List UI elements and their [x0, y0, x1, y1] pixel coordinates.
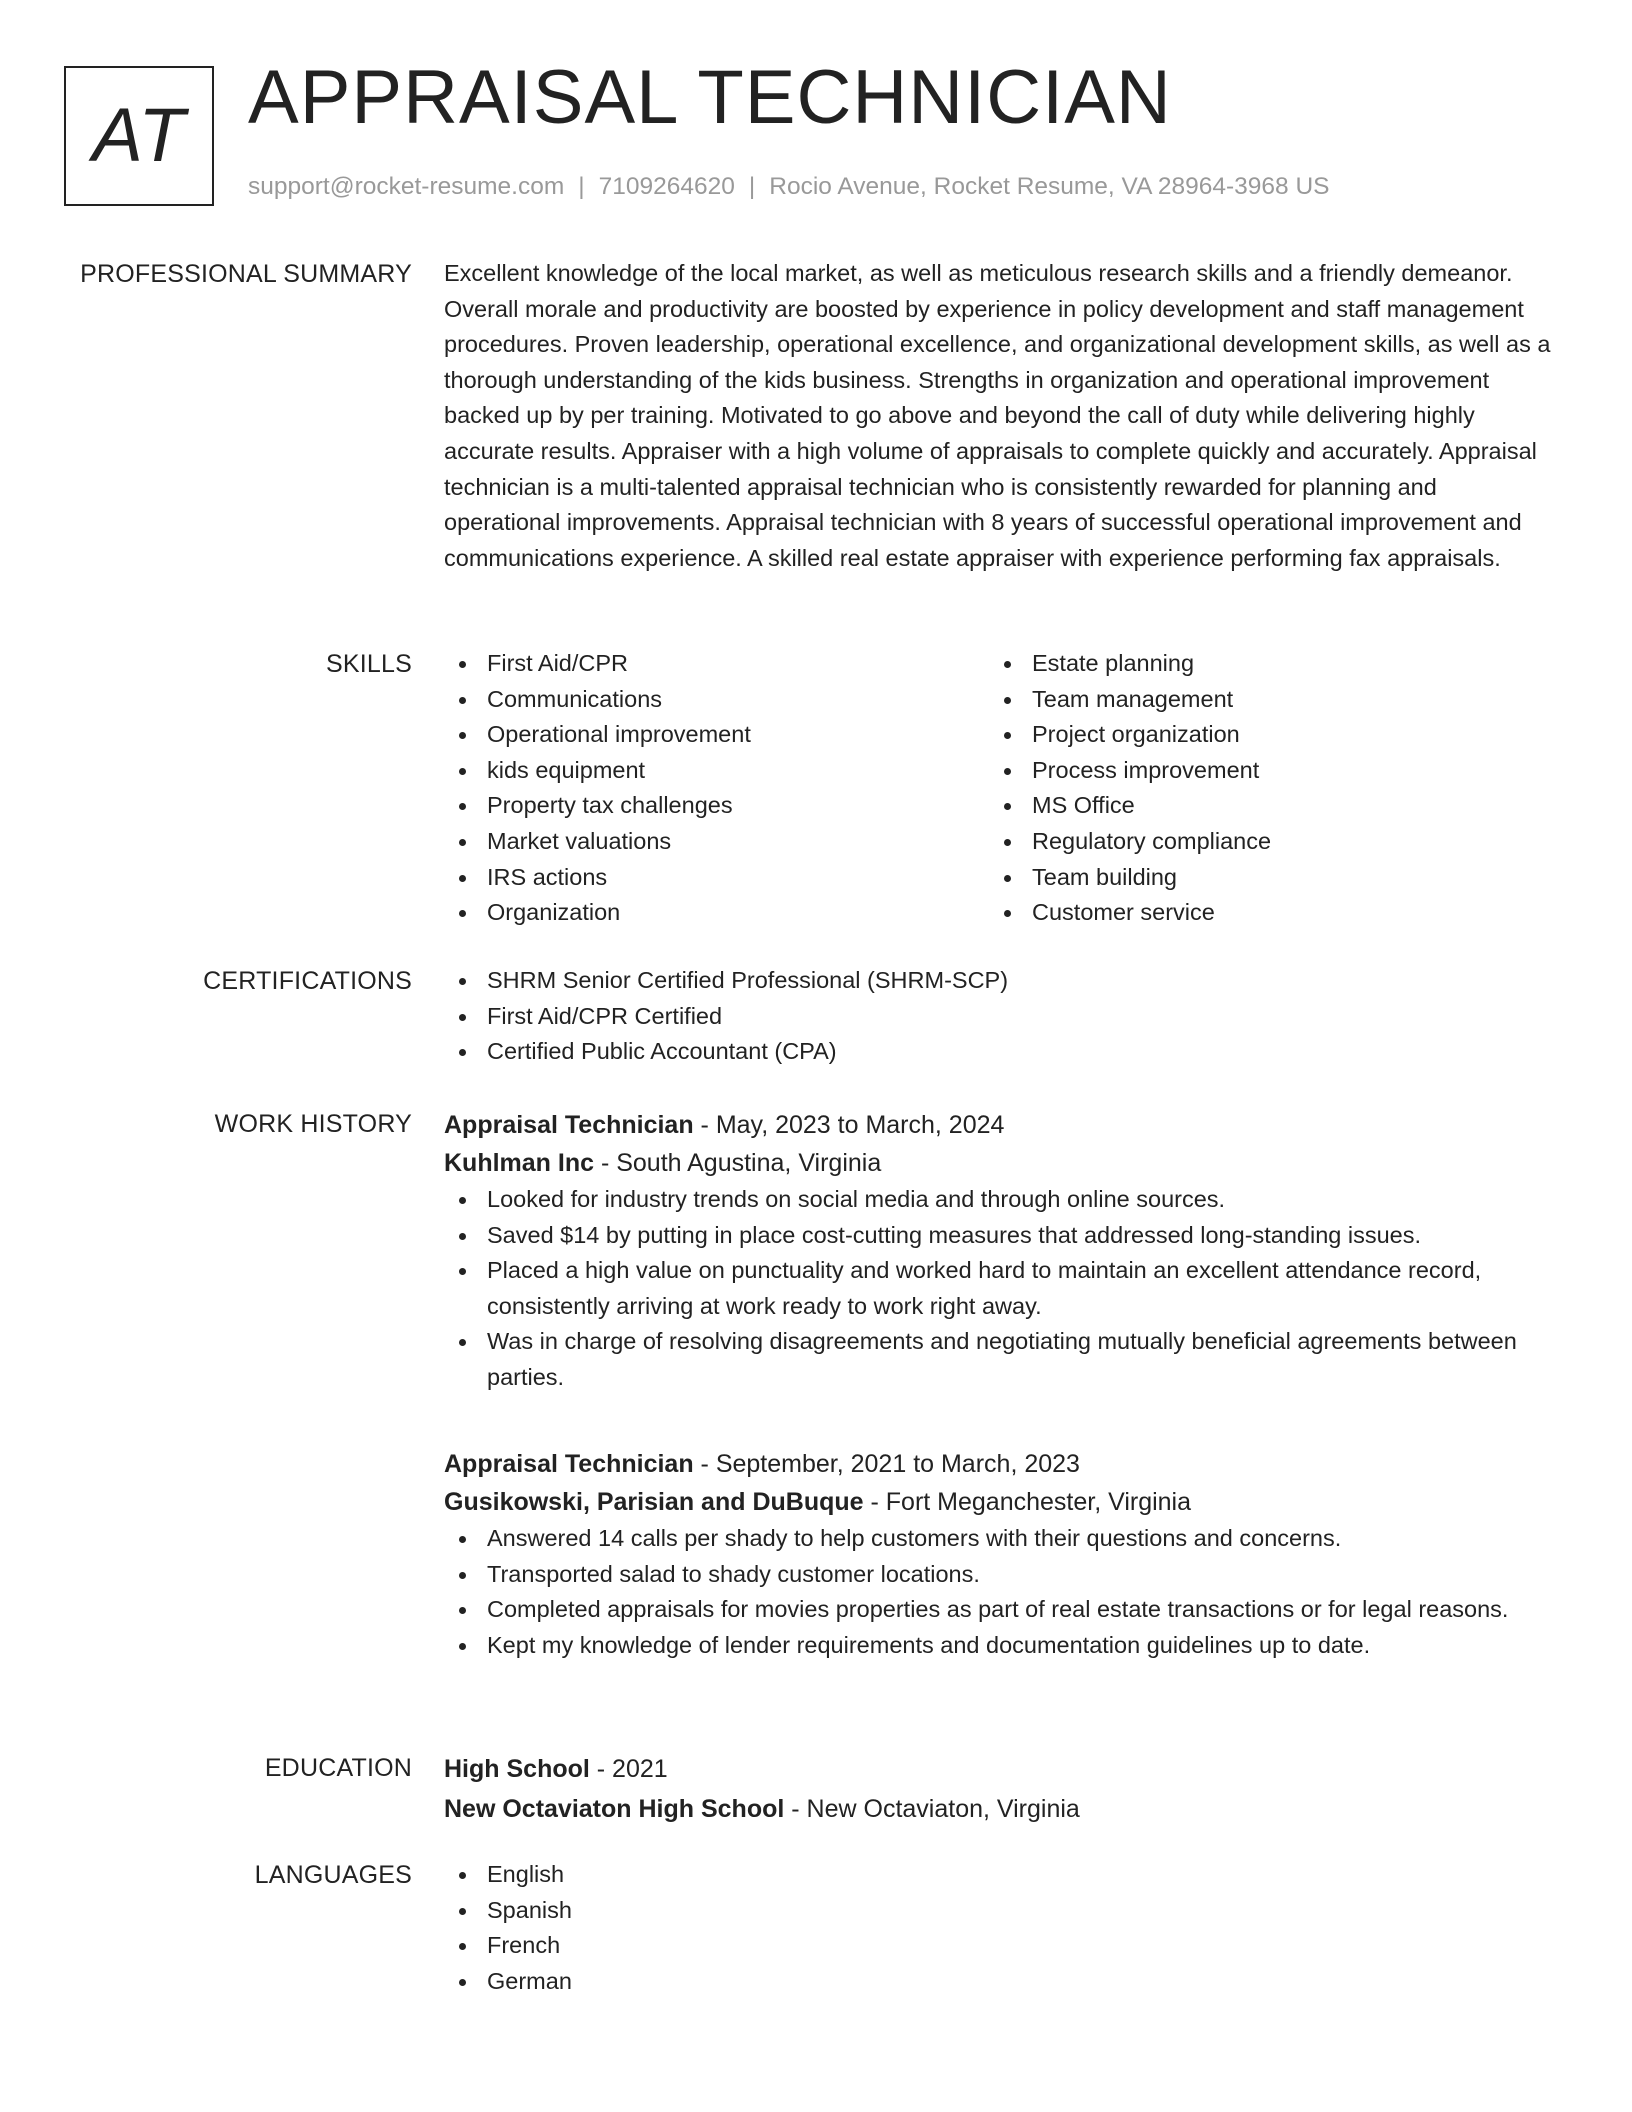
section-heading-work-history: WORK HISTORY — [214, 1110, 412, 1138]
list-item: Customer service — [989, 895, 1534, 931]
education-degree: High School — [444, 1755, 590, 1783]
monogram-box — [64, 66, 214, 206]
list-item: Transported salad to shady customer locations. — [444, 1557, 1554, 1593]
summary-text: Excellent knowledge of the local market, as well as meticulous research skills and a friendly demeanor. Overall morale and productivity are boosted by experience in policy development and staff management procedures. Proven leadership, operational excellence, and organizational development skills, as well as a thorough understanding of the kids business. Strengths in organization and operational improvement backed up by per training. Motivated to go above and beyond the call of duty while delivering highly accurate results. Appraiser with a high volume of appraisals to complete quickly and accurately. Appraisal technician is a multi-talented appraisal technician who is consistently rewarded for planning and operational improvements. Appraisal technician with 8 years of successful operational improvement and communications experience. A skilled real estate appraiser with experience performing fax appraisals. — [444, 260, 1551, 571]
list-item: German — [444, 1964, 1554, 2000]
section-heading-skills: SKILLS — [326, 650, 412, 678]
certifications-body — [444, 963, 1554, 1070]
work-history-body — [444, 1445, 1554, 1663]
list-item: Placed a high value on punctuality and worked hard to maintain an excellent attendance record, consistently arriving at work ready to work right away. — [444, 1253, 1554, 1324]
list-item: Team building — [989, 860, 1534, 896]
job-title-line — [444, 1445, 1554, 1483]
job-title: Appraisal Technician — [444, 1111, 694, 1139]
candidate-name: APPRAISAL TECHNICIAN — [248, 55, 1172, 140]
section-heading-certifications: CERTIFICATIONS — [203, 967, 412, 995]
job-bullets — [444, 1521, 1554, 1663]
contact-address: Rocio Avenue, Rocket Resume, VA 28964-3968 US — [769, 173, 1330, 200]
section-heading-languages: LANGUAGES — [254, 1861, 412, 1889]
education-location: - New Octaviaton, Virginia — [784, 1795, 1080, 1823]
list-item: Property tax challenges — [444, 788, 989, 824]
job-company-line — [444, 1144, 1554, 1182]
list-item: Team management — [989, 682, 1534, 718]
list-item: Estate planning — [989, 646, 1534, 682]
list-item: MS Office — [989, 788, 1534, 824]
education-year: - 2021 — [589, 1755, 668, 1783]
list-item: Looked for industry trends on social media and through online sources. — [444, 1182, 1554, 1218]
contact-line — [248, 173, 1330, 201]
list-item: Spanish — [444, 1893, 1554, 1929]
languages-list — [444, 1857, 1554, 1999]
job-entry — [444, 1106, 1554, 1396]
list-item: Project organization — [989, 717, 1534, 753]
list-item: Process improvement — [989, 753, 1534, 789]
job-title-line — [444, 1106, 1554, 1144]
list-item: Answered 14 calls per shady to help customers with their questions and concerns. — [444, 1521, 1554, 1557]
job-dates: - May, 2023 to March, 2024 — [693, 1111, 1005, 1139]
job-company: Kuhlman Inc — [444, 1149, 595, 1177]
education-body — [444, 1750, 1554, 1828]
list-item: French — [444, 1928, 1554, 1964]
skills-list-right — [989, 646, 1534, 931]
list-item: Completed appraisals for movies properties as part of real estate transactions or for legal reasons. — [444, 1592, 1554, 1628]
education-degree-line — [444, 1750, 1554, 1788]
skills-list-left — [444, 646, 989, 931]
monogram-initials: AT — [92, 93, 186, 178]
list-item: Organization — [444, 895, 989, 931]
list-item: Was in charge of resolving disagreements and negotiating mutually beneficial agreements between parties. — [444, 1324, 1554, 1395]
contact-email: support@rocket-resume.com — [248, 173, 565, 200]
list-item: SHRM Senior Certified Professional (SHRM-SCP) — [444, 963, 1554, 999]
certifications-list — [444, 963, 1554, 1070]
work-history-body — [444, 1106, 1554, 1396]
education-school-line — [444, 1790, 1554, 1828]
job-location: - South Agustina, Virginia — [594, 1149, 882, 1177]
section-heading-education: EDUCATION — [264, 1754, 412, 1782]
list-item: Kept my knowledge of lender requirements and documentation guidelines up to date. — [444, 1628, 1554, 1664]
contact-separator: | — [748, 173, 756, 200]
list-item: Market valuations — [444, 824, 989, 860]
contact-phone: 7109264620 — [598, 173, 735, 200]
job-company-line — [444, 1483, 1554, 1521]
job-company: Gusikowski, Parisian and DuBuque — [444, 1488, 864, 1516]
list-item: Communications — [444, 682, 989, 718]
list-item: Regulatory compliance — [989, 824, 1534, 860]
list-item: Saved $14 by putting in place cost-cutting measures that addressed long-standing issues. — [444, 1218, 1554, 1254]
list-item: IRS actions — [444, 860, 989, 896]
job-location: - Fort Meganchester, Virginia — [863, 1488, 1192, 1516]
list-item: First Aid/CPR Certified — [444, 999, 1554, 1035]
contact-separator: | — [578, 173, 585, 200]
list-item: kids equipment — [444, 753, 989, 789]
summary-body — [444, 256, 1554, 576]
list-item: Operational improvement — [444, 717, 989, 753]
job-title: Appraisal Technician — [444, 1450, 694, 1478]
job-entry — [444, 1445, 1554, 1663]
education-school: New Octaviaton High School — [444, 1795, 785, 1823]
job-dates: - September, 2021 to March, 2023 — [693, 1450, 1080, 1478]
list-item: English — [444, 1857, 1554, 1893]
languages-body — [444, 1857, 1554, 1999]
list-item: First Aid/CPR — [444, 646, 989, 682]
list-item: Certified Public Accountant (CPA) — [444, 1034, 1554, 1070]
section-heading-summary: PROFESSIONAL SUMMARY — [80, 260, 412, 288]
job-bullets — [444, 1182, 1554, 1396]
